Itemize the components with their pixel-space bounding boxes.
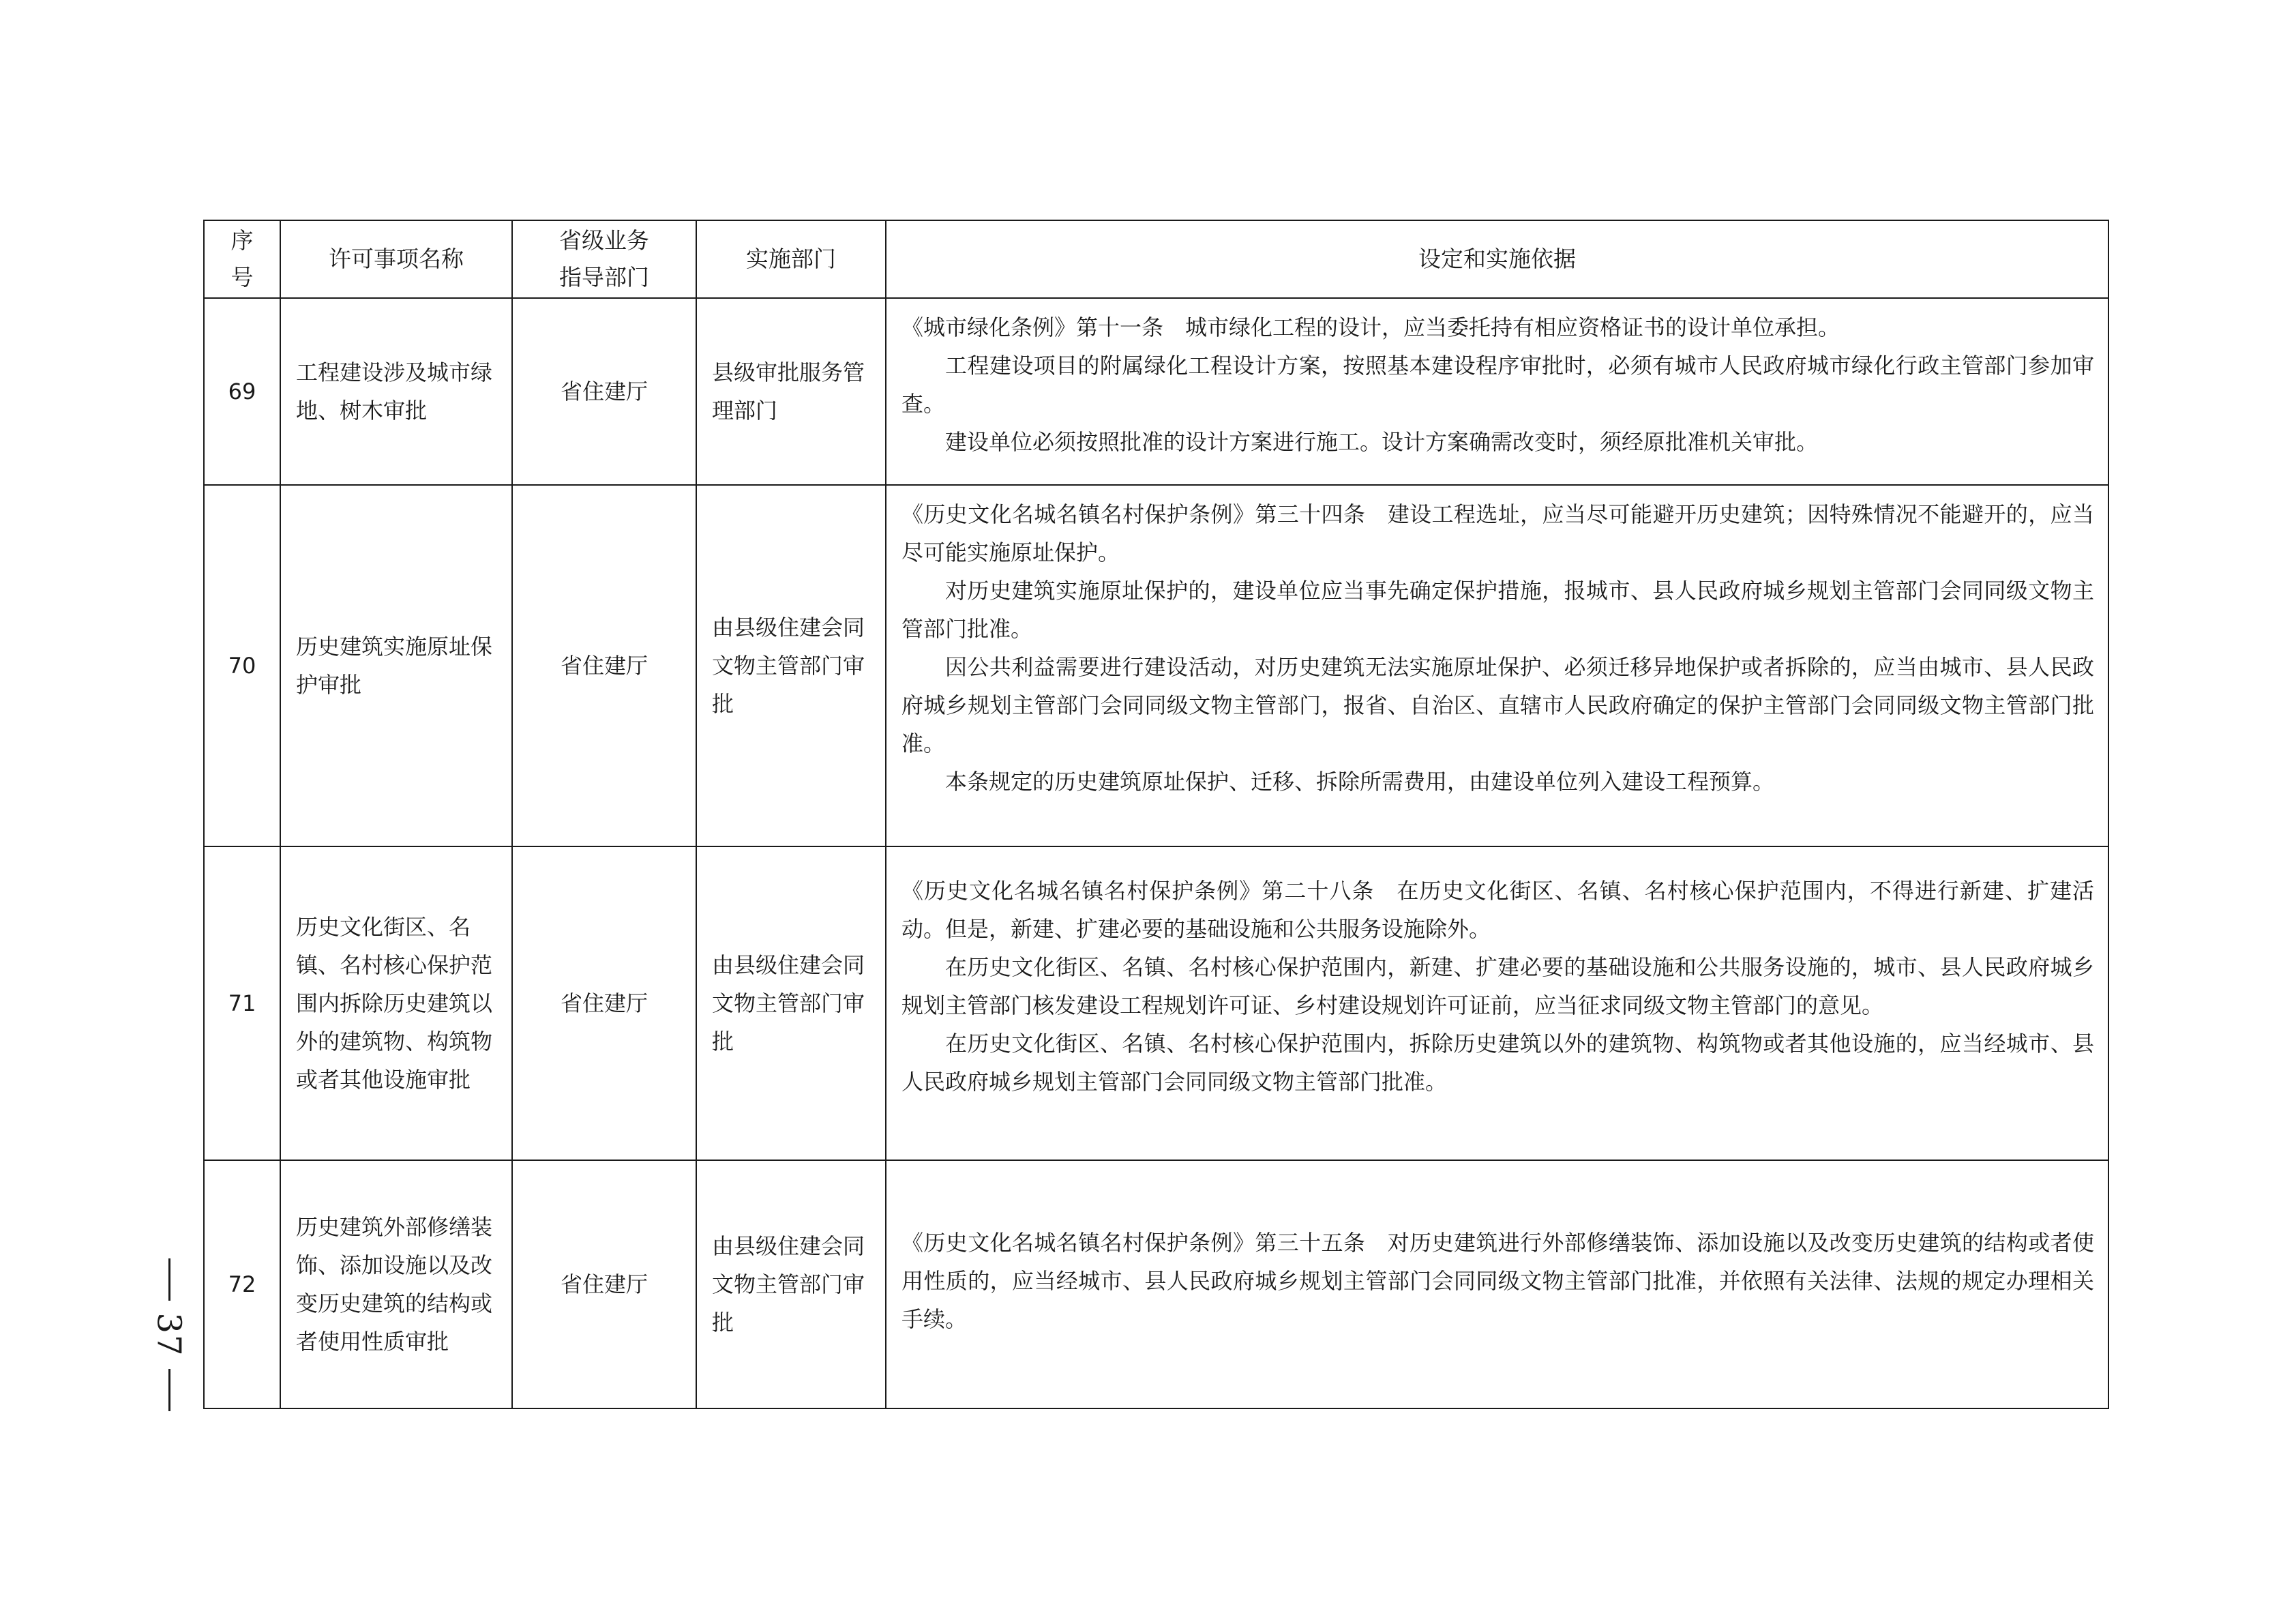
page-number-value: 37: [150, 1312, 189, 1357]
row-number: 71: [204, 846, 280, 1160]
row-number: 72: [204, 1160, 280, 1408]
basis-paragraph: 在历史文化街区、名镇、名村核心保护范围内，拆除历史建筑以外的建筑物、构筑物或者其他设施的，应当经城市、县人民政府城乡规划主管部门会同同级文物主管部门批准。: [901, 1031, 2094, 1095]
basis-paragraph: 因公共利益需要进行建设活动，对历史建筑无法实施原址保护、必须迁移异地保护或者拆除的，应当由城市、县人民政府城乡规划主管部门会同同级文物主管部门，报省、自治区、直辖市人民政府确定的保护主管部门会同同级文物主管部门批准。: [901, 654, 2094, 756]
provincial-dept: 省住建厅: [512, 846, 696, 1160]
basis-paragraph: 《历史文化名城名镇名村保护条例》第三十五条 对历史建筑进行外部修缮装饰、添加设施以及改变历史建筑的结构或者使用性质的，应当经城市、县人民政府城乡规划主管部门会同同级文物主管部门批准，并依照有关法律、法规的规定办理相关手续。: [901, 1230, 2094, 1332]
header-impl-dept: 实施部门: [696, 220, 886, 298]
table-row: [204, 485, 2108, 846]
item-name: 工程建设涉及城市绿地、树木审批: [280, 298, 512, 485]
row-number: 70: [204, 485, 280, 846]
provincial-dept: 省住建厅: [512, 298, 696, 485]
basis-paragraph: 《历史文化名城名镇名村保护条例》第二十八条 在历史文化街区、名镇、名村核心保护范围内，不得进行新建、扩建活动。但是，新建、扩建必要的基础设施和公共服务设施除外。: [901, 878, 2094, 942]
page-number: [149, 1258, 190, 1422]
impl-dept: 由县级住建会同文物主管部门审批: [696, 846, 886, 1160]
basis-paragraph: 工程建设项目的附属绿化工程设计方案，按照基本建设程序审批时，必须有城市人民政府城市绿化行政主管部门参加审查。: [901, 353, 2094, 417]
impl-dept: 由县级住建会同文物主管部门审批: [696, 485, 886, 846]
impl-dept: 由县级住建会同文物主管部门审批: [696, 1160, 886, 1408]
permit-table: [203, 220, 2109, 1409]
page-number-dash: [168, 1369, 170, 1411]
basis-text: [886, 298, 2108, 485]
basis-paragraph: 在历史文化街区、名镇、名村核心保护范围内，新建、扩建必要的基础设施和公共服务设施的，城市、县人民政府城乡规划主管部门核发建设工程规划许可证、乡村建设规划许可证前，应当征求同级文物主管部门的意见。: [901, 954, 2094, 1018]
provincial-dept: 省住建厅: [512, 485, 696, 846]
table-header-row: [204, 220, 2108, 298]
provincial-dept: 省住建厅: [512, 1160, 696, 1408]
header-provincial-dept: 省级业务 指导部门: [512, 220, 696, 298]
impl-dept: 县级审批服务管理部门: [696, 298, 886, 485]
basis-paragraph: 建设单位必须按照批准的设计方案进行施工。设计方案确需改变时，须经原批准机关审批。: [945, 429, 1819, 455]
row-number: 69: [204, 298, 280, 485]
header-basis: 设定和实施依据: [886, 220, 2108, 298]
basis-paragraph: 本条规定的历史建筑原址保护、迁移、拆除所需费用，由建设单位列入建设工程预算。: [945, 769, 1775, 795]
basis-text: [886, 846, 2108, 1160]
table-row: [204, 846, 2108, 1160]
basis-text: [886, 485, 2108, 846]
item-name: 历史建筑实施原址保护审批: [280, 485, 512, 846]
header-serial: 序 号: [204, 220, 280, 298]
basis-paragraph: 《城市绿化条例》第十一条 城市绿化工程的设计，应当委托持有相应资格证书的设计单位承担。: [901, 314, 1840, 340]
item-name: 历史文化街区、名镇、名村核心保护范围内拆除历史建筑以外的建筑物、构筑物或者其他设施审批: [280, 846, 512, 1160]
basis-paragraph: 《历史文化名城名镇名村保护条例》第三十四条 建设工程选址，应当尽可能避开历史建筑；因特殊情况不能避开的，应当尽可能实施原址保护。: [901, 501, 2094, 565]
table-row: [204, 298, 2108, 485]
item-name: 历史建筑外部修缮装饰、添加设施以及改变历史建筑的结构或者使用性质审批: [280, 1160, 512, 1408]
page-number-dash: [168, 1258, 170, 1301]
header-item-name: 许可事项名称: [280, 220, 512, 298]
basis-paragraph: 对历史建筑实施原址保护的，建设单位应当事先确定保护措施，报城市、县人民政府城乡规划主管部门会同同级文物主管部门批准。: [901, 578, 2094, 642]
basis-text: [886, 1160, 2108, 1408]
table-row: [204, 1160, 2108, 1408]
